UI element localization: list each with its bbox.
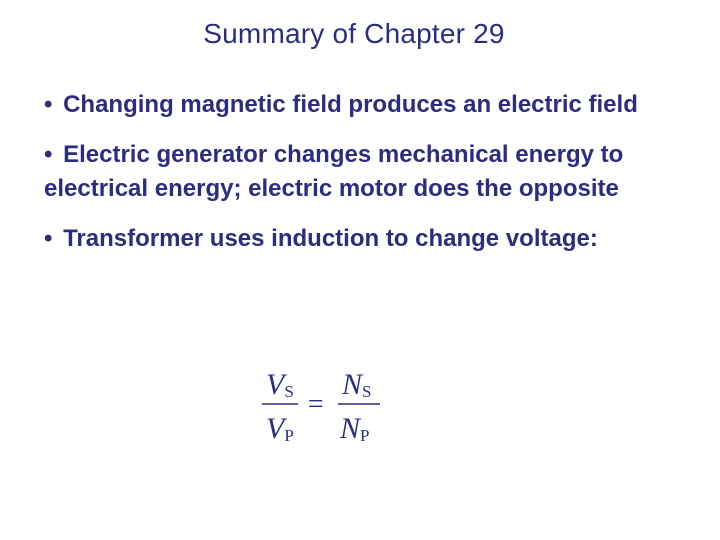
bullet-text: Transformer uses induction to change voltage:	[63, 225, 598, 252]
bullet-item	[44, 88, 684, 122]
lhs-numerator: VS	[266, 368, 294, 401]
rhs-numerator: NS	[342, 368, 372, 401]
slide-title: Summary of Chapter 29	[203, 18, 505, 49]
bullet-marker: •	[44, 225, 53, 252]
bullet-item	[44, 222, 684, 256]
bullet-text: Electric generator changes mechanical energy to electrical energy; electric motor does the opposite	[44, 141, 624, 202]
bullet-item	[44, 138, 684, 206]
bullet-text: Changing magnetic field produces an electric field	[63, 91, 638, 118]
bullet-list	[44, 88, 684, 272]
transformer-equation	[262, 366, 384, 450]
bullet-marker: •	[44, 91, 53, 118]
equals-sign: =	[306, 389, 325, 420]
rhs-denominator: NP	[340, 412, 370, 445]
lhs-denominator: VP	[266, 412, 294, 445]
bullet-marker: •	[44, 141, 53, 168]
